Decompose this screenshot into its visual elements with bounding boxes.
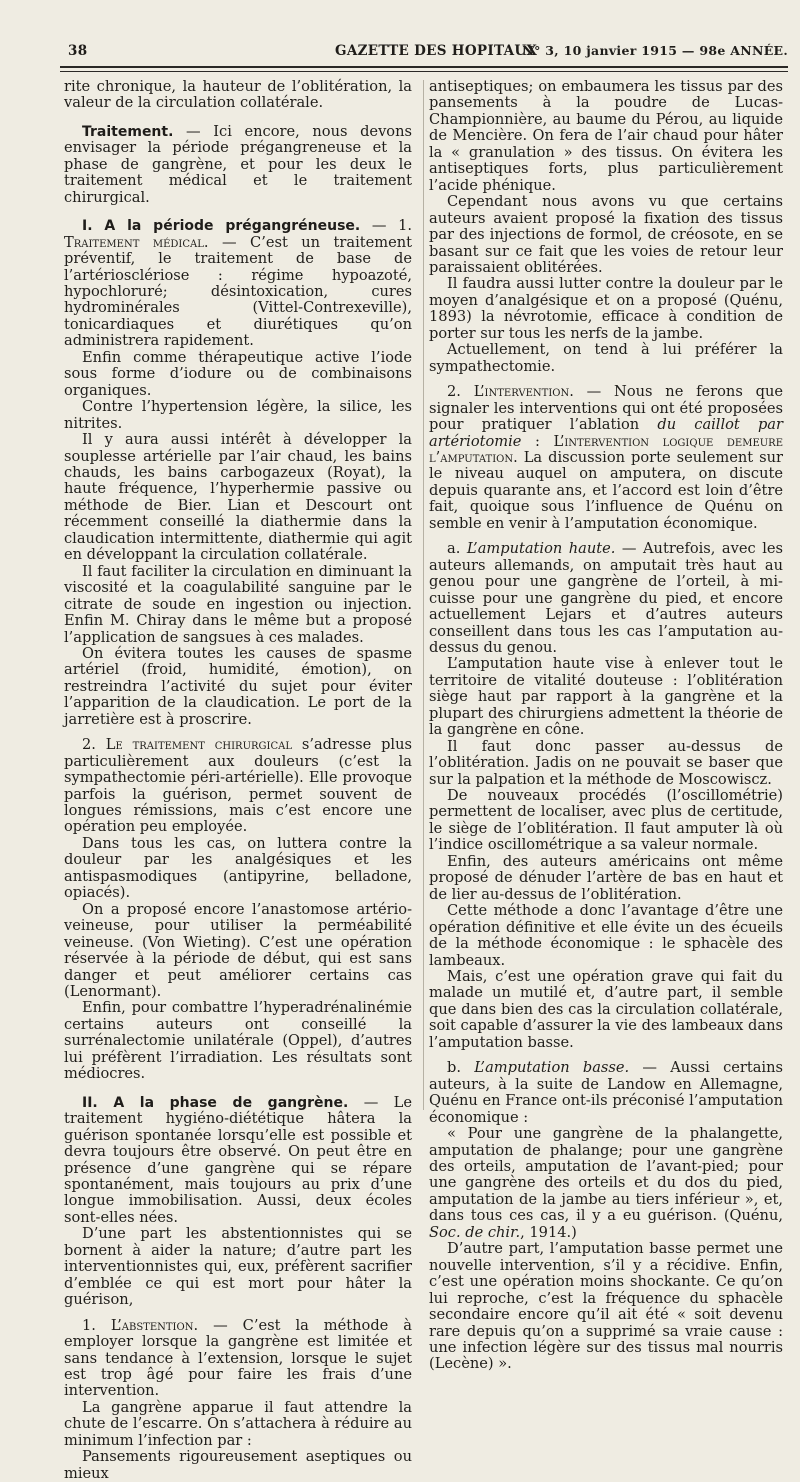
page-number: 38 xyxy=(68,43,88,59)
paragraph-text: , 1914.) xyxy=(520,1223,577,1241)
emphasis-text: Soc. de chir. xyxy=(429,1223,521,1241)
paragraph: Pansements rigoureusement aseptiques ou mieux xyxy=(64,1448,412,1482)
column-divider xyxy=(423,80,424,1110)
section-heading: Traitement. xyxy=(82,123,174,140)
page-header xyxy=(60,40,788,62)
paragraph-amputation-basse xyxy=(429,1060,783,1126)
subsection-heading: Traitement médical. xyxy=(64,233,209,251)
paragraph: Cependant nous avons vu que certains auteurs avaient proposé la fixation des tissus par des injections de formol, de créosote, en se basant sur ce fait que les voies de retour leur paraissaient oblitérées. xyxy=(429,193,783,276)
paragraph-section-1 xyxy=(64,218,412,350)
paragraph-text: — C’est un traitement préventif, le traitement de base de l’artériosclériose : régime hypoazoté, hypochloruré; désintoxication, cures hydrominérales (Vittel-Contrexeville), tonicardiaques et diurétiques qu’on administrera rapidement. xyxy=(64,233,412,350)
subsection-heading: Le traitement chirurgical xyxy=(105,736,292,754)
paragraph-quote xyxy=(429,1126,783,1241)
paragraph-amputation-haute xyxy=(429,541,783,656)
paragraph-text: — Aussi certains auteurs, à la suite de Landow en Allemagne, Quénu en France ont-ils préconisé l’amputation économique : xyxy=(429,1059,783,1126)
paragraph: Il faudra aussi lutter contre la douleur par le moyen d’analgésique et on a proposé (Quénu, 1893) la névrotomie, efficace à condition de porter sur tous les nerfs de la jambe. xyxy=(429,275,783,342)
paragraph: Il faut faciliter la circulation en diminuant la viscosité et la coagulabilité sanguine par le citrate de soude en ingestion ou injection. Enfin M. Chiray dans le même but a proposé l’application de sangsues à ces malades. xyxy=(64,562,412,646)
paragraph: Contre l’hypertension légère, la silice, les nitrites. xyxy=(64,398,412,432)
paragraph-text: — 1. xyxy=(360,217,413,235)
paragraph: Cette méthode a donc l’avantage d’être une opération définitive et elle évite un des écueils de la méthode économique : le sphacèle des lambeaux. xyxy=(429,902,783,969)
emphasis-text: du caillot par artériotomie xyxy=(429,416,783,450)
paragraph: Enfin, pour combattre l’hyperadrénalinémie certains auteurs ont conseillé la surrénalectomie unilatérale (Oppel), d’autres lui préfèrent l’irradiation. Les résultats sont médiocres. xyxy=(64,999,412,1083)
paragraph: L’amputation haute vise à enlever tout le territoire de vitalité douteuse : l’oblitération siège haut par rapport à la gangrène et la plupart des chirurgiens admettent la théorie de la gangrène en cône. xyxy=(429,655,783,739)
paragraph-text: La discussion porte seulement sur le niveau auquel on amputera, on discute depuis quarante ans, et l’accord est loin d’être fait, quoique sous l’influence de Quénu on semble en venir à l’amputation économique. xyxy=(429,448,783,532)
smallcaps-text: L’intervention logique demeure l’amputation. xyxy=(429,432,783,466)
paragraph-section-3 xyxy=(64,1095,412,1227)
subsection-heading: L’amputation haute. xyxy=(466,540,616,558)
paragraph-text: 2. xyxy=(447,383,474,401)
paragraph: On a proposé encore l’anastomose artério-veineuse, pour utiliser la perméabilité veineuse. (Von Wieting). C’est une opération réservée à la période de début, qui est sans danger et peut améliorer certains cas (Lenormant). xyxy=(64,900,412,1001)
paragraph-text: 2. xyxy=(82,736,106,754)
right-column xyxy=(429,78,783,1373)
paragraph-text: b. xyxy=(447,1059,475,1077)
paragraph: antiseptiques; on embaumera les tissus par des pansements à la poudre de Lucas-Championnière, au baume du Pérou, au liquide de Mencière. On fera de l’air chaud pour hâter la « granulation » des tissus. On évitera les antiseptiques forts, plus particulièrement l’acide phénique. xyxy=(429,78,783,194)
paragraph-intervention xyxy=(429,384,783,532)
paragraph: Mais, c’est une opération grave qui fait du malade un mutilé et, d’autre part, il semble que dans bien des cas la circulation collatérale, soit capable d’assurer la vie des lambeaux dans l’amputation basse. xyxy=(429,968,783,1051)
paragraph-section-2 xyxy=(64,737,412,836)
paragraph: Enfin, des auteurs américains ont même proposé de dénuder l’artère de bas en haut et de lier au-dessus de l’oblitération. xyxy=(429,852,783,903)
paragraph-section-4 xyxy=(64,1318,412,1400)
paragraph-traitement xyxy=(64,124,412,206)
paragraph: Il faut donc passer au-dessus de l’oblitération. Jadis on ne pouvait se baser que sur la palpation et la méthode de Moscowiscz. xyxy=(429,737,783,788)
paragraph-text: « Pour une gangrène de la phalangette, amputation de phalange; pour une gangrène des orteils, amputation de l’avant-pied; pour une gangrène des orteils et du dos du pied, amputation de la jambe au tiers inférieur », et, dans tous ces cas, il y a eu guérison. (Quénu, xyxy=(429,1125,783,1225)
paragraph-text: : xyxy=(521,432,554,450)
subsection-heading: L’amputation basse. xyxy=(474,1059,630,1077)
subsection-heading: L’intervention. xyxy=(473,383,574,401)
header-rule-thin xyxy=(60,71,788,72)
paragraph: De nouveaux procédés (l’oscillométrie) permettent de localiser, avec plus de certitude, le siège de l’oblitération. Il faut amputer là où l’indice oscillométrique a sa valeur normale. xyxy=(429,787,783,854)
journal-title: GAZETTE DES HOPITAUX xyxy=(335,43,538,59)
section-heading: I. A la période prégangréneuse. xyxy=(82,218,361,235)
subsection-heading: L’abstention. xyxy=(110,1316,199,1334)
paragraph: Dans tous les cas, on luttera contre la douleur par les analgésiques et les antispasmodiques (antipyrine, belladone, opiacés). xyxy=(64,834,412,902)
left-column xyxy=(64,78,413,1482)
paragraph: Il y aura aussi intérêt à développer la souplesse artérielle par l’air chaud, les bains chauds, les bains carbogazeux (Royat), la haute fréquence, l’hyperhermie passive ou méthode de Bier. Lian et Descourt ont récemment conseillé la diathermie dans la claudication intermittente, diathermie qui agit en développant la circulation collatérale. xyxy=(64,431,412,564)
section-heading: II. A la phase de gangrène. xyxy=(82,1094,349,1111)
paragraph-text: 1. xyxy=(82,1316,111,1334)
paragraph-text: — Autrefois, avec les auteurs allemands, on amputait très haut au genou pour une gangrène de l’orteil, à mi-cuisse pour une gangrène du pied, et encore actuellement Lejars et d’autres auteurs conseillent dans tous les cas l’amputation au-dessus du genou. xyxy=(429,540,783,656)
paragraph: D’une part les abstentionnistes qui se bornent à aider la nature; d’autre part les interventionnistes qui, eux, préfèrent sacrifier d’emblée ce qui est mort pour hâter la guérison, xyxy=(64,1225,412,1309)
paragraph-text: s’adresse plus particulièrement aux douleurs (c’est la sympathectomie péri-artérielle). Elle provoque parfois la guérison, permet souvent de longues rémissions, mais c’est encore une opération peu employée. xyxy=(64,736,412,836)
paragraph: On évitera toutes les causes de spasme artériel (froid, humidité, émotion), on restreindra l’activité du sujet pour éviter l’apparition de la claudication. Le port de la jarretière est à proscrire. xyxy=(64,644,412,728)
header-rule-thick xyxy=(60,66,788,68)
paragraph-text: a. xyxy=(447,540,467,558)
paragraph-text: — C’est la méthode à employer lorsque la gangrène est limitée et sans tendance à l’extension, lorsque le sujet est trop âgé pour faire les frais d’une intervention. xyxy=(64,1316,412,1400)
paragraph: La gangrène apparue il faut attendre la chute de l’escarre. On s’attachera à réduire au minimum l’infection par : xyxy=(64,1398,412,1449)
paragraph-text: — Le traitement hygiéno-diététique hâtera la guérison spontanée lorsqu’elle est possible et devra toujours être observé. On peut être en présence d’une gangrène qui se répare spontanément, mais toujours au prix d’une longue immobilisation. Aussi, deux écoles sont-elles nées. xyxy=(64,1093,412,1226)
paragraph: D’autre part, l’amputation basse permet une nouvelle intervention, s’il y a récidive. Enfin, c’est une opération moins shockante. Ce qu’on lui reproche, c’est la fréquence du sphacèle secondaire encore qu’il ait été « soit devenu rare depuis qu’on a supprimé sa vraie cause : une infection légère sur des tissus mal nourris (Lecène) ». xyxy=(429,1240,783,1373)
paragraph-text: — Nous ne ferons que signaler les interventions qui ont été proposées pour pratiquer l’ablation xyxy=(429,383,783,434)
issue-info: N° 3, 10 janvier 1915 — 98e ANNÉE. xyxy=(522,43,788,58)
paragraph: rite chronique, la hauteur de l’oblitération, la valeur de la circulation collatérale. xyxy=(64,78,412,112)
paragraph-text: — Ici encore, nous devons envisager la période prégangreneuse et la phase de gangrène, et pour les deux le traitement médical et le traitement chirurgical. xyxy=(64,122,412,206)
paragraph: Enfin comme thérapeutique active l’iode sous forme d’iodure ou de combinaisons organiques. xyxy=(64,348,412,399)
paragraph: Actuellement, on tend à lui préférer la sympathectomie. xyxy=(429,341,783,375)
